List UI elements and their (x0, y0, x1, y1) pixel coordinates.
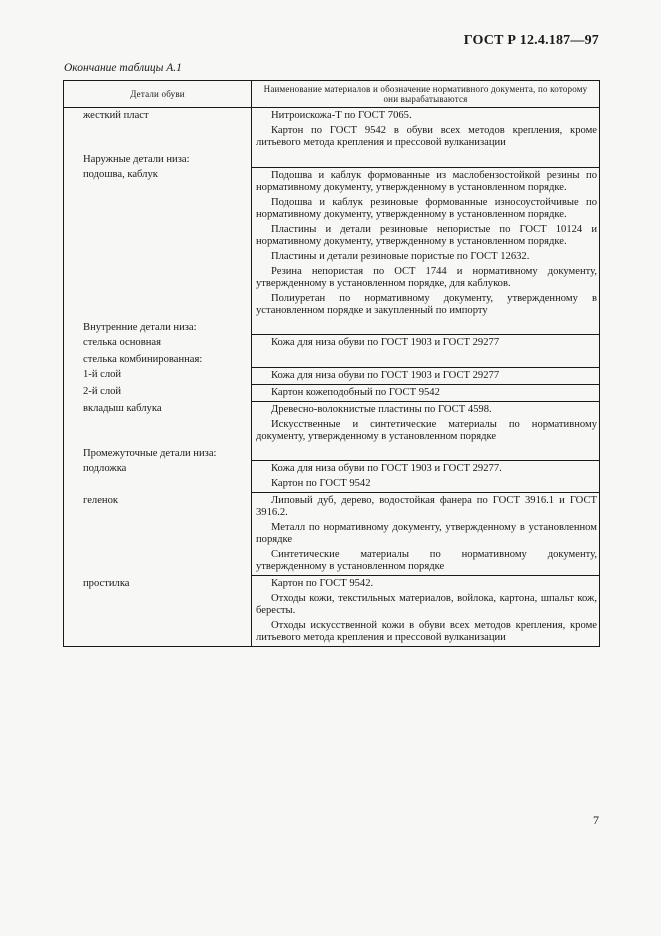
document-code: ГОСТ Р 12.4.187—97 (463, 33, 599, 48)
shoe-part-cell: жесткий пласт (64, 108, 252, 152)
shoe-part-cell: Внутренние детали низа: (64, 319, 252, 335)
materials-cell (252, 493, 600, 576)
table-row (64, 576, 600, 647)
materials-cell (252, 576, 600, 647)
shoe-part-cell: подложка (64, 461, 252, 493)
material-item: Синтетические материалы по нормативному документу, утвержденному в установленном порядке (256, 549, 597, 572)
material-item: Нитроискожа-Т по ГОСТ 7065. (271, 110, 412, 121)
header-parts: Детали обуви (64, 81, 252, 108)
material-item: Отходы искусственной кожи в обуви всех методов крепления, кроме литьевого метода крепления и прессовой вулканизации (256, 620, 597, 643)
material-item: Резина непористая по ОСТ 1744 и нормативному документу, утвержденному в установленном порядке, для каблуков. (256, 265, 597, 289)
table-row (64, 384, 600, 401)
material-item: Картон по ГОСТ 9542 (271, 478, 371, 489)
table-row (64, 167, 600, 319)
materials-cell (252, 335, 600, 352)
table-row (64, 445, 600, 461)
material-item: Древесно-волокнистые пластины по ГОСТ 4598. (271, 403, 492, 415)
table-row (64, 335, 600, 352)
material-item: Картон кожеподобный по ГОСТ 9542 (271, 386, 440, 398)
materials-cell (252, 167, 600, 319)
materials-cell (252, 461, 600, 493)
materials-cell (252, 151, 600, 167)
material-item: Пластины и детали резиновые непористые по ГОСТ 10124 и нормативному документу, утвержденному в установленном порядке. (256, 223, 597, 247)
material-item: Кожа для низа обуви по ГОСТ 1903 и ГОСТ 29277 (271, 369, 500, 381)
header-materials: Наименование материалов и обозначение нормативного документа, по которому они вырабатываются (252, 81, 600, 108)
materials-cell (252, 445, 600, 461)
shoe-part-cell: 1-й слой (64, 367, 252, 384)
materials-cell (252, 319, 600, 335)
table-row (64, 461, 600, 493)
table-row (64, 319, 600, 335)
table-row (64, 151, 600, 167)
material-item: Картон по ГОСТ 9542. (271, 578, 374, 589)
material-item: Металл по нормативному документу, утвержденному в установленном порядке (256, 522, 597, 545)
table-row (64, 493, 600, 576)
table-row (64, 367, 600, 384)
shoe-part-cell: геленок (64, 493, 252, 576)
shoe-part-cell: Наружные детали низа: (64, 151, 252, 167)
table-row (64, 351, 600, 367)
material-item: Подошва и каблук формованные из маслобензостойкой резины по нормативному документу, утвержденному в установленном порядке. (256, 169, 597, 193)
shoe-part-cell: стелька комбинированная: (64, 351, 252, 367)
shoe-part-cell: стелька основная (64, 335, 252, 352)
table-caption: Окончание таблицы А.1 (64, 62, 182, 74)
page-number: 7 (593, 813, 599, 827)
materials-cell (252, 401, 600, 445)
materials-cell (252, 367, 600, 384)
material-item: Липовый дуб, дерево, водостойкая фанера по ГОСТ 3916.1 и ГОСТ 3916.2. (256, 495, 597, 518)
material-item: Картон по ГОСТ 9542 в обуви всех методов крепления, кроме литьевого метода крепления и прессовой вулканизации (256, 125, 597, 148)
shoe-part-cell: простилка (64, 576, 252, 647)
shoe-part-cell: Промежуточные детали низа: (64, 445, 252, 461)
materials-cell (252, 384, 600, 401)
shoe-part-cell: подошва, каблук (64, 167, 252, 319)
shoe-part-cell: 2-й слой (64, 384, 252, 401)
material-item: Пластины и детали резиновые пористые по ГОСТ 12632. (271, 250, 530, 262)
table-header-row (64, 81, 600, 108)
table-row (64, 401, 600, 445)
material-item: Кожа для низа обуви по ГОСТ 1903 и ГОСТ 29277. (271, 463, 502, 474)
material-item: Кожа для низа обуви по ГОСТ 1903 и ГОСТ 29277 (271, 337, 500, 348)
material-item: Полиуретан по нормативному документу, утвержденному в установленном порядке и закупленный по импорту (256, 292, 597, 316)
material-item: Искусственные и синтетические материалы по нормативному документу, утвержденному в установленном порядке (256, 418, 597, 442)
material-item: Отходы кожи, текстильных материалов, войлока, картона, шпальт кож, бересты. (256, 593, 597, 616)
materials-cell (252, 351, 600, 367)
material-item: Подошва и каблук резиновые формованные износоустойчивые по нормативному документу, утвержденному в установленном порядке. (256, 196, 597, 220)
table-row (64, 108, 600, 152)
materials-table (63, 80, 600, 647)
materials-cell (252, 108, 600, 152)
table-body (64, 108, 600, 647)
shoe-part-cell: вкладыш каблука (64, 401, 252, 445)
